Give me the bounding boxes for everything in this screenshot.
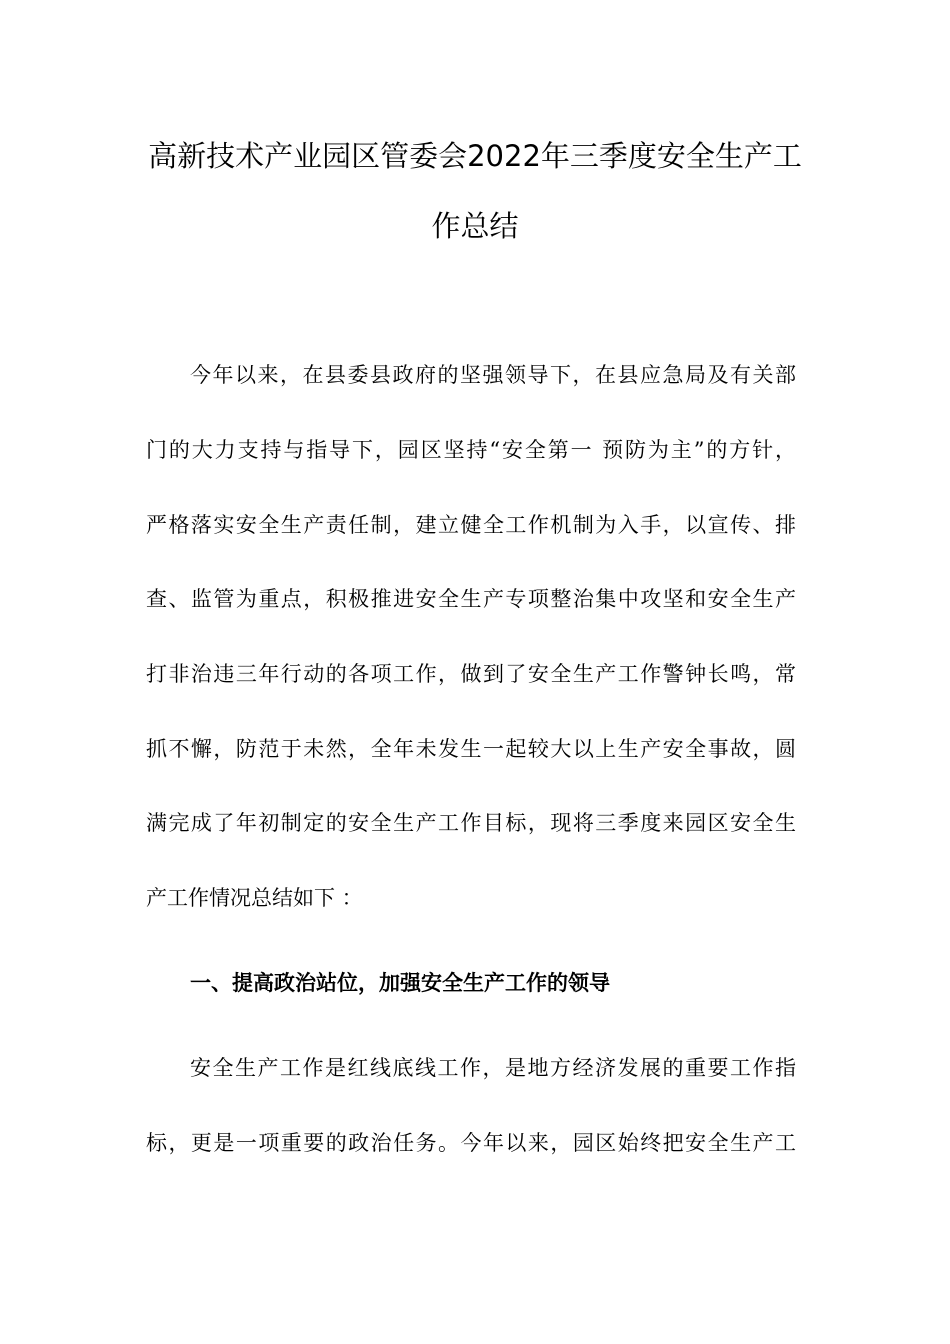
paragraph-line: 严格落实安全生产责任制，建立健全工作机制为入手，以宣传、排 xyxy=(146,513,796,537)
paragraph-line: 抓不懈，防范于未然，全年未发生一起较大以上生产安全事故，圆 xyxy=(146,737,796,761)
paragraph-line: 安全生产工作是红线底线工作，是地方经济发展的重要工作指 xyxy=(190,1056,796,1080)
paragraph-line: 产工作情况总结如下 ： xyxy=(146,886,363,910)
document-title-line-2: 作总结 xyxy=(431,209,519,243)
document-title-line-1: 高新技术产业园区管委会2022年三季度安全生产工 xyxy=(148,139,802,173)
section-heading: 一、提高政治站位，加强安全生产工作的领导 xyxy=(190,971,610,995)
paragraph-line: 打非治违三年行动的各项工作，做到了安全生产工作警钟长鸣，常 xyxy=(146,662,796,686)
paragraph-line: 查、监管为重点，积极推进安全生产专项整治集中攻坚和安全生产 xyxy=(146,587,796,611)
paragraph-line: 门的大力支持与指导下，园区坚持“安全第一 预防为主”的方针， xyxy=(146,438,796,462)
paragraph-line: 满完成了年初制定的安全生产工作目标，现将三季度来园区安全生 xyxy=(146,811,796,835)
paragraph-line: 标，更是一项重要的政治任务。今年以来，园区始终把安全生产工 xyxy=(146,1131,796,1155)
paragraph-line: 今年以来，在县委县政府的坚强领导下，在县应急局及有关部 xyxy=(190,363,796,387)
